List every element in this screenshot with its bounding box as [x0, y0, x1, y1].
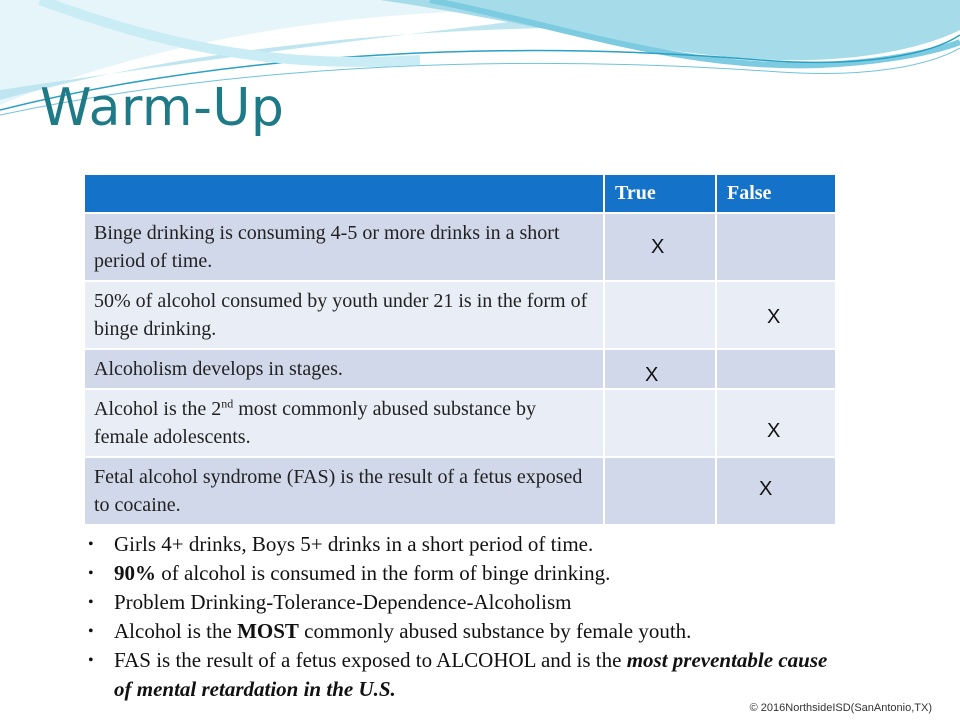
- false-cell: [716, 281, 836, 349]
- note-text: of alcohol is consumed in the form of binge drinking.: [156, 561, 611, 585]
- statement-text: Alcohol is the 2: [94, 398, 222, 420]
- note-text: commonly abused substance by female youth.: [298, 619, 692, 643]
- answer-mark: X: [767, 420, 781, 442]
- header-false: False: [716, 174, 836, 213]
- true-cell: [604, 213, 716, 281]
- false-cell: [716, 457, 836, 525]
- table-row: [84, 281, 836, 349]
- note-emphasis: MOST: [237, 619, 299, 643]
- statement-text: most commonly abused substance by female adolescents.: [94, 398, 536, 448]
- slide-title: Warm-Up: [40, 78, 285, 138]
- note-text: FAS is the result of a fetus exposed to ALCOHOL and is the: [114, 648, 627, 672]
- answer-mark: X: [767, 306, 781, 328]
- statement-cell: Fetal alcohol syndrome (FAS) is the result of a fetus exposed to cocaine.: [84, 457, 604, 525]
- note-text: Alcohol is the: [114, 619, 238, 643]
- header-statement: [84, 174, 604, 213]
- statement-cell: 50% of alcohol consumed by youth under 21 is in the form of binge drinking.: [84, 281, 604, 349]
- statement-cell: [84, 389, 604, 457]
- true-cell: [604, 389, 716, 457]
- table-row: [84, 349, 836, 389]
- answer-mark: X: [759, 478, 773, 500]
- statement-cell: Alcoholism develops in stages.: [84, 349, 604, 389]
- list-item: [88, 588, 848, 617]
- copyright-footer: © 2016NorthsideISD(SanAntonio,TX): [749, 702, 932, 714]
- table-row: [84, 389, 836, 457]
- false-cell: [716, 349, 836, 389]
- false-cell: [716, 389, 836, 457]
- note-emphasis: most preventable cause of mental retardation in the U.S.: [114, 648, 828, 701]
- note-text: Problem Drinking-Tolerance-Dependence-Alcoholism: [114, 590, 572, 614]
- true-cell: [604, 349, 716, 389]
- note-text: Girls 4+ drinks, Boys 5+ drinks in a short period of time.: [114, 532, 594, 556]
- true-cell: [604, 457, 716, 525]
- true-cell: [604, 281, 716, 349]
- answer-mark: X: [645, 364, 659, 386]
- answer-mark: X: [651, 236, 665, 258]
- header-true: True: [604, 174, 716, 213]
- table-row: [84, 457, 836, 525]
- table-header-row: [84, 174, 836, 213]
- ordinal-suffix: nd: [221, 396, 234, 411]
- table-row: [84, 213, 836, 281]
- false-cell: [716, 213, 836, 281]
- note-emphasis: 90%: [114, 561, 156, 585]
- list-item: [88, 646, 848, 704]
- statement-cell: Binge drinking is consuming 4-5 or more drinks in a short period of time.: [84, 213, 604, 281]
- list-item: [88, 617, 848, 646]
- list-item: [88, 530, 848, 559]
- true-false-table: [83, 173, 837, 526]
- answer-notes-list: [88, 530, 848, 704]
- list-item: [88, 559, 848, 588]
